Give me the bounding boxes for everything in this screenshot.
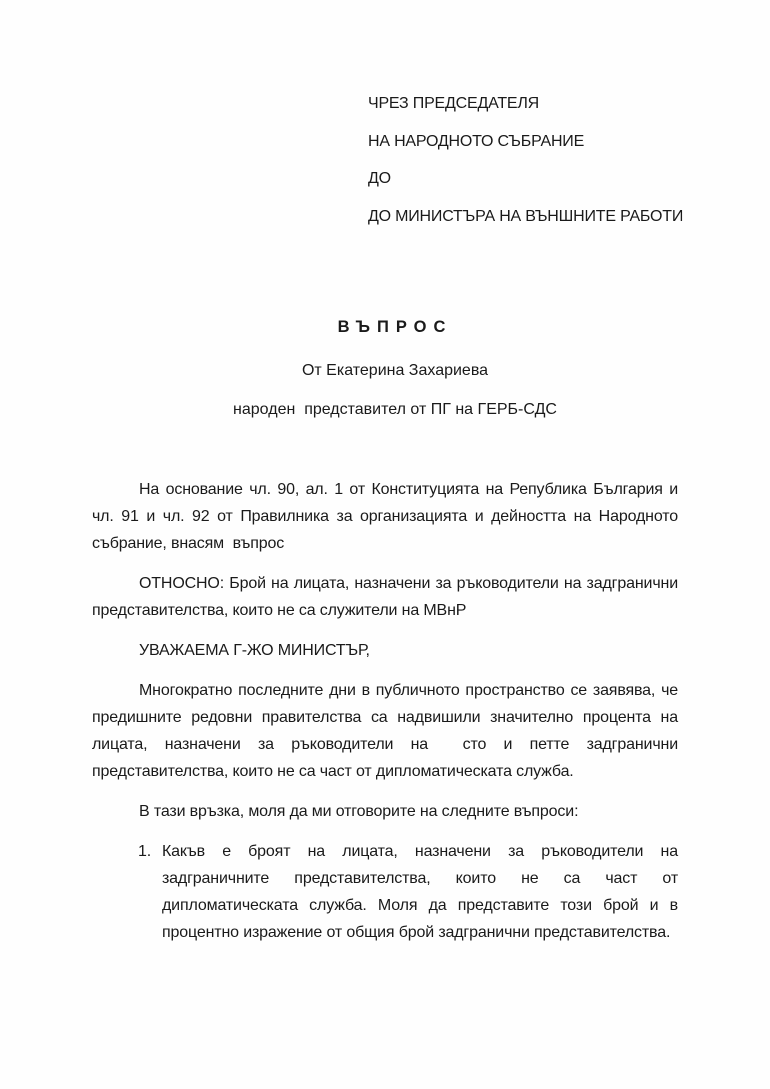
question-text: Какъв е броят на лицата, назначени за ръководители на задграничните представителства, които не са част от дипломатическата служба. Моля да представите този брой и в процентно изражение от общия брой задгранични представителства. (162, 843, 678, 941)
request-paragraph: В тази връзка, моля да ми отговорите на следните въпроси: (139, 803, 579, 820)
addressee-line: ДО (368, 170, 391, 187)
addressee-line: НА НАРОДНОТО СЪБРАНИЕ (368, 132, 585, 150)
subject-paragraph: ОТНОСНО: Брой на лицата, назначени за ръководители на задгранични представителства, които не са служители на МВнР (92, 575, 683, 619)
legal-basis-paragraph: На основание чл. 90, ал. 1 от Конституцията на Република България и чл. 91 и чл. 92 от Правилника за организацията и дейността на Народното събрание, внасям въпрос (92, 481, 683, 552)
author-role-line: народен представител от ПГ на ГЕРБ-СДС (233, 401, 557, 418)
document-body (92, 476, 683, 946)
questions-list (92, 838, 678, 946)
salutation: УВАЖАЕМА Г-ЖО МИНИСТЪР, (139, 642, 370, 659)
addressee-line: ДО МИНИСТЪРА НА ВЪНШНИТЕ РАБОТИ (368, 207, 684, 225)
author-line: От Екатерина Захариева (301, 362, 489, 379)
question-item (92, 838, 678, 946)
context-paragraph: Многократно последните дни в публичното пространство се заявява, че предишните редовни правителства са надвишили значително процента на лицата, назначени за ръководители на сто и петте задгранични представителства, които не са част от дипломатическата служба. (92, 682, 683, 780)
document-title: ВЪПРОС (337, 318, 453, 336)
addressee-line: ЧРЕЗ ПРЕДСЕДАТЕЛЯ (368, 95, 540, 112)
addressee-block (368, 94, 683, 244)
question-number: 1. (138, 843, 152, 860)
